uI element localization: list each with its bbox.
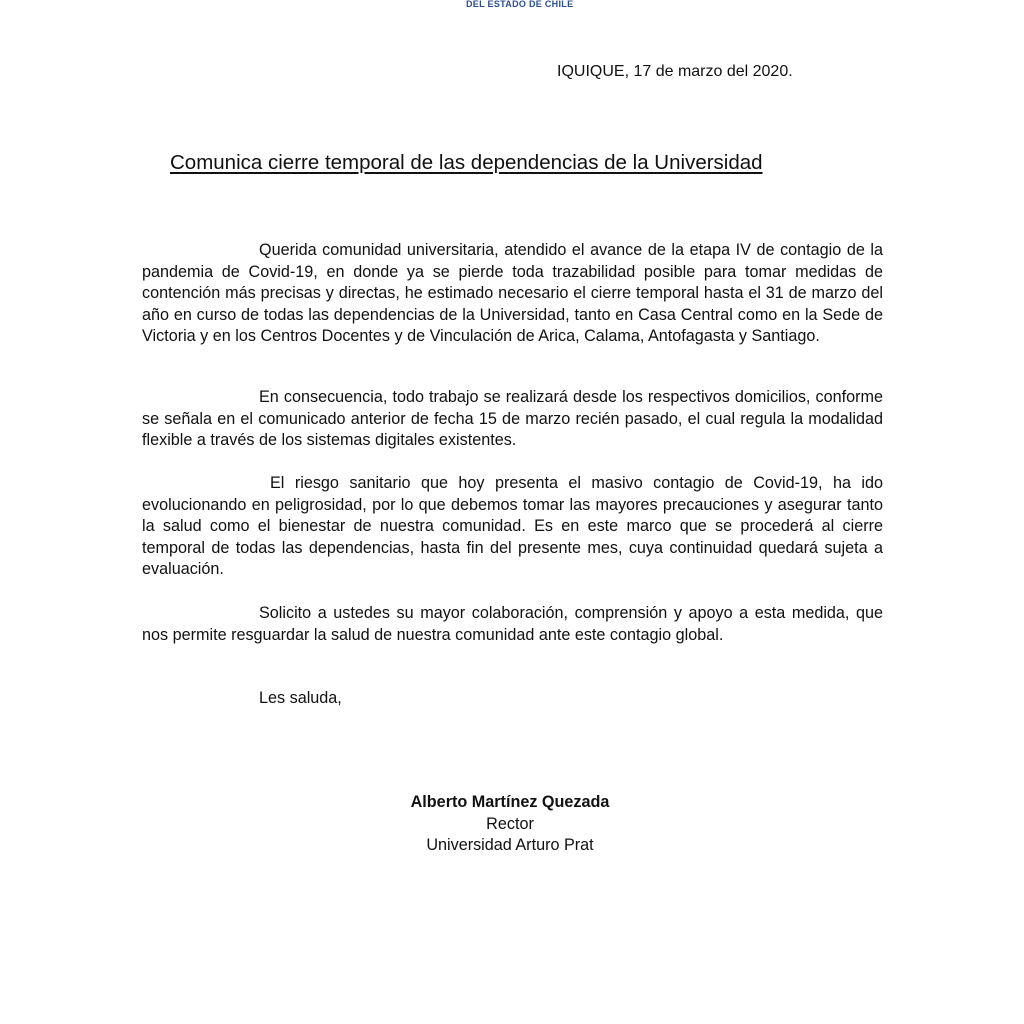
signatory-title: Rector (486, 814, 534, 833)
paragraph-3: El riesgo sanitario que hoy presenta el masivo contagio de Covid-19, ha ido evolucionando en peligrosidad, por lo que debemos tomar las mayores precauciones y asegurar tanto la salud como el bienestar de nuestra comunidad. Es en este marco que se procederá al cierre temporal de todas las dependencias, hasta fin del presente mes, cuya continuidad quedará sujeta a evaluación. (142, 474, 883, 579)
paragraph-4: Solicito a ustedes su mayor colaboración, comprensión y apoyo a esta medida, que nos permite resguardar la salud de nuestra comunidad ante este contagio global. (142, 604, 883, 644)
signature-block (368, 792, 652, 857)
signatory-institution: Universidad Arturo Prat (426, 836, 594, 855)
letterhead-text: DEL ESTADO DE CHILE (466, 0, 574, 9)
signatory-name: Alberto Martínez Quezada (410, 793, 610, 811)
paragraph-1: Querida comunidad universitaria, atendido el avance de la etapa IV de contagio de la pandemia de Covid-19, en donde ya se pierde toda trazabilidad posible para tomar medidas de contención más precisas y directas, he estimado necesario el cierre temporal hasta el 31 de marzo del año en curso de todas las dependencias de la Universidad, tanto en Casa Central como en la Sede de Victoria y en los Centros Docentes y de Vinculación de Arica, Calama, Antofagasta y Santiago. (142, 241, 883, 346)
closing-greeting: Les saluda, (259, 689, 342, 707)
date-line: IQUIQUE, 17 de marzo del 2020. (557, 63, 793, 80)
letter-subject: Comunica cierre temporal de las dependencias de la Universidad (170, 151, 763, 174)
paragraph-2: En consecuencia, todo trabajo se realizará desde los respectivos domicilios, conforme se señala en el comunicado anterior de fecha 15 de marzo recién pasado, el cual regula la modalidad flexible a través de los sistemas digitales existentes. (142, 388, 883, 450)
